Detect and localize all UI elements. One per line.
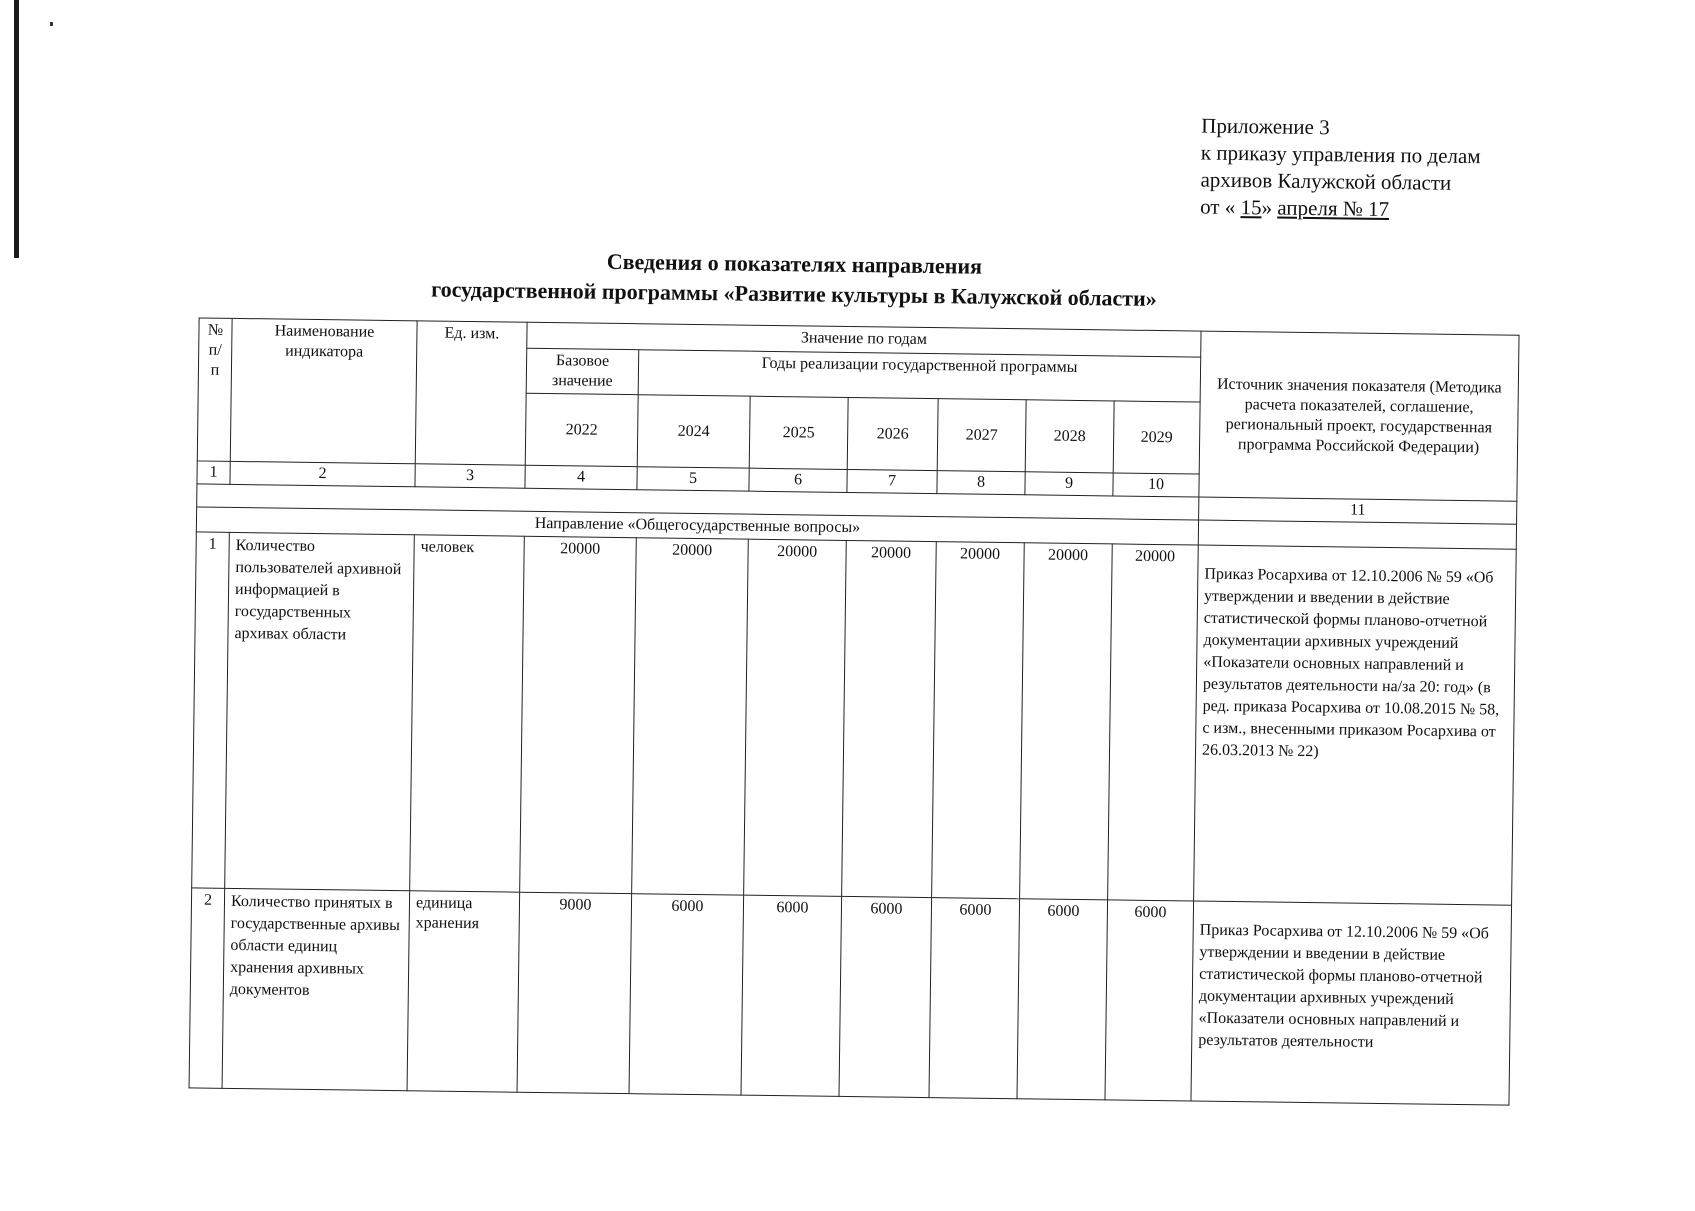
indicators-table — [189, 317, 1520, 1105]
col-number: 2 — [230, 461, 415, 486]
year-value: 20000 — [744, 539, 847, 896]
year-value: 20000 — [1108, 544, 1199, 901]
document-title — [304, 243, 1285, 316]
table-row — [192, 532, 1517, 905]
row-num: 2 — [189, 888, 225, 1088]
indicator-source: Приказ Росархива от 12.10.2006 № 59 «Об утверждении и введении в действие статистической формы планово-отчетной документации архивных учреждений «Показатели основных направлений и результатов деятельности на/за 20: год» (в ред. приказа Росархива от 10.08.2015 № 58, с изм., внесенными приказом Росархива от 26.03.2013 № 22) — [1194, 545, 1517, 905]
year-value: 20000 — [1020, 543, 1113, 900]
header-year: 2025 — [749, 396, 848, 469]
header-name: Наименование индикатора — [230, 318, 417, 463]
title-line-2: государственной программы «Развитие культуры в Калужской области» — [431, 276, 1157, 311]
col-number: 5 — [637, 467, 749, 491]
year-value: 6000 — [741, 895, 842, 1096]
date-month: апреля — [1277, 195, 1338, 221]
direction-label: Направление «Общегосударственные вопросы» — [196, 507, 1198, 545]
year-value: 20000 — [932, 542, 1025, 899]
appendix-line-2: к приказу управления по делам — [1200, 140, 1481, 169]
base-value: 9000 — [517, 892, 632, 1093]
col-number: 3 — [415, 464, 525, 488]
col-number: 1 — [197, 461, 230, 484]
year-value: 6000 — [839, 896, 932, 1097]
header-unit: Ед. изм. — [415, 321, 527, 465]
appendix-line-3: архивов Калужской области — [1200, 167, 1452, 195]
indicator-unit: человек — [410, 535, 525, 892]
header-year: 2029 — [1113, 401, 1200, 474]
header-year: 2027 — [937, 399, 1026, 472]
col-number: 6 — [749, 468, 847, 492]
base-value: 20000 — [520, 536, 637, 893]
header-values-by-year: Значение по годам — [527, 322, 1201, 357]
year-value: 20000 — [842, 540, 937, 897]
order-number: 17 — [1367, 196, 1390, 222]
col-number: 8 — [937, 471, 1025, 495]
header-source: Источник значения показателя (Методика расчета показателей, соглашение, региональный проект, государственная программа Российской Федерации) — [1199, 331, 1519, 501]
year-value: 6000 — [1017, 899, 1108, 1100]
col-number: 7 — [847, 469, 937, 493]
header-base-year: 2022 — [525, 393, 638, 466]
date-prefix: от « — [1200, 194, 1241, 220]
date-mid: » — [1261, 195, 1278, 220]
header-year: 2028 — [1025, 400, 1114, 473]
header-num: № п/п — [197, 318, 232, 461]
appendix-line-1: Приложение 3 — [1201, 113, 1330, 140]
indicator-source: Приказ Росархива от 12.10.2006 № 59 «Об утверждении и введении в действие статистической формы планово-отчетной документации архивных учреждений «Показатели основных направлений и результатов деятельности — [1191, 901, 1512, 1105]
date-day: 15 — [1240, 195, 1262, 220]
indicator-name: Количество принятых в государственные архивы области единиц хранения архивных документов — [222, 888, 410, 1090]
col-number: 10 — [1113, 473, 1199, 497]
number-sign: № — [1337, 196, 1369, 221]
col-number-source: 11 — [1199, 497, 1517, 524]
year-value: 6000 — [929, 898, 1020, 1099]
indicator-unit: единица хранения — [407, 891, 520, 1092]
year-value: 20000 — [632, 538, 749, 895]
col-number: 4 — [525, 465, 637, 489]
indicator-name: Количество пользователей архивной информацией в государственных архивах области — [225, 532, 415, 890]
row-num: 1 — [192, 532, 230, 888]
title-line-1: Сведения о показателях направления — [606, 248, 983, 279]
table-row — [189, 888, 1512, 1105]
year-value: 6000 — [629, 894, 744, 1095]
appendix-date-line — [1200, 194, 1480, 225]
appendix-header — [1200, 113, 1481, 225]
year-value: 6000 — [1105, 900, 1194, 1101]
col-number: 9 — [1025, 472, 1113, 496]
header-year: 2026 — [847, 397, 938, 470]
header-program-years: Годы реализации государственной программы — [638, 350, 1201, 402]
header-year: 2024 — [637, 395, 750, 468]
header-base-value: Базовое значение — [526, 348, 639, 394]
